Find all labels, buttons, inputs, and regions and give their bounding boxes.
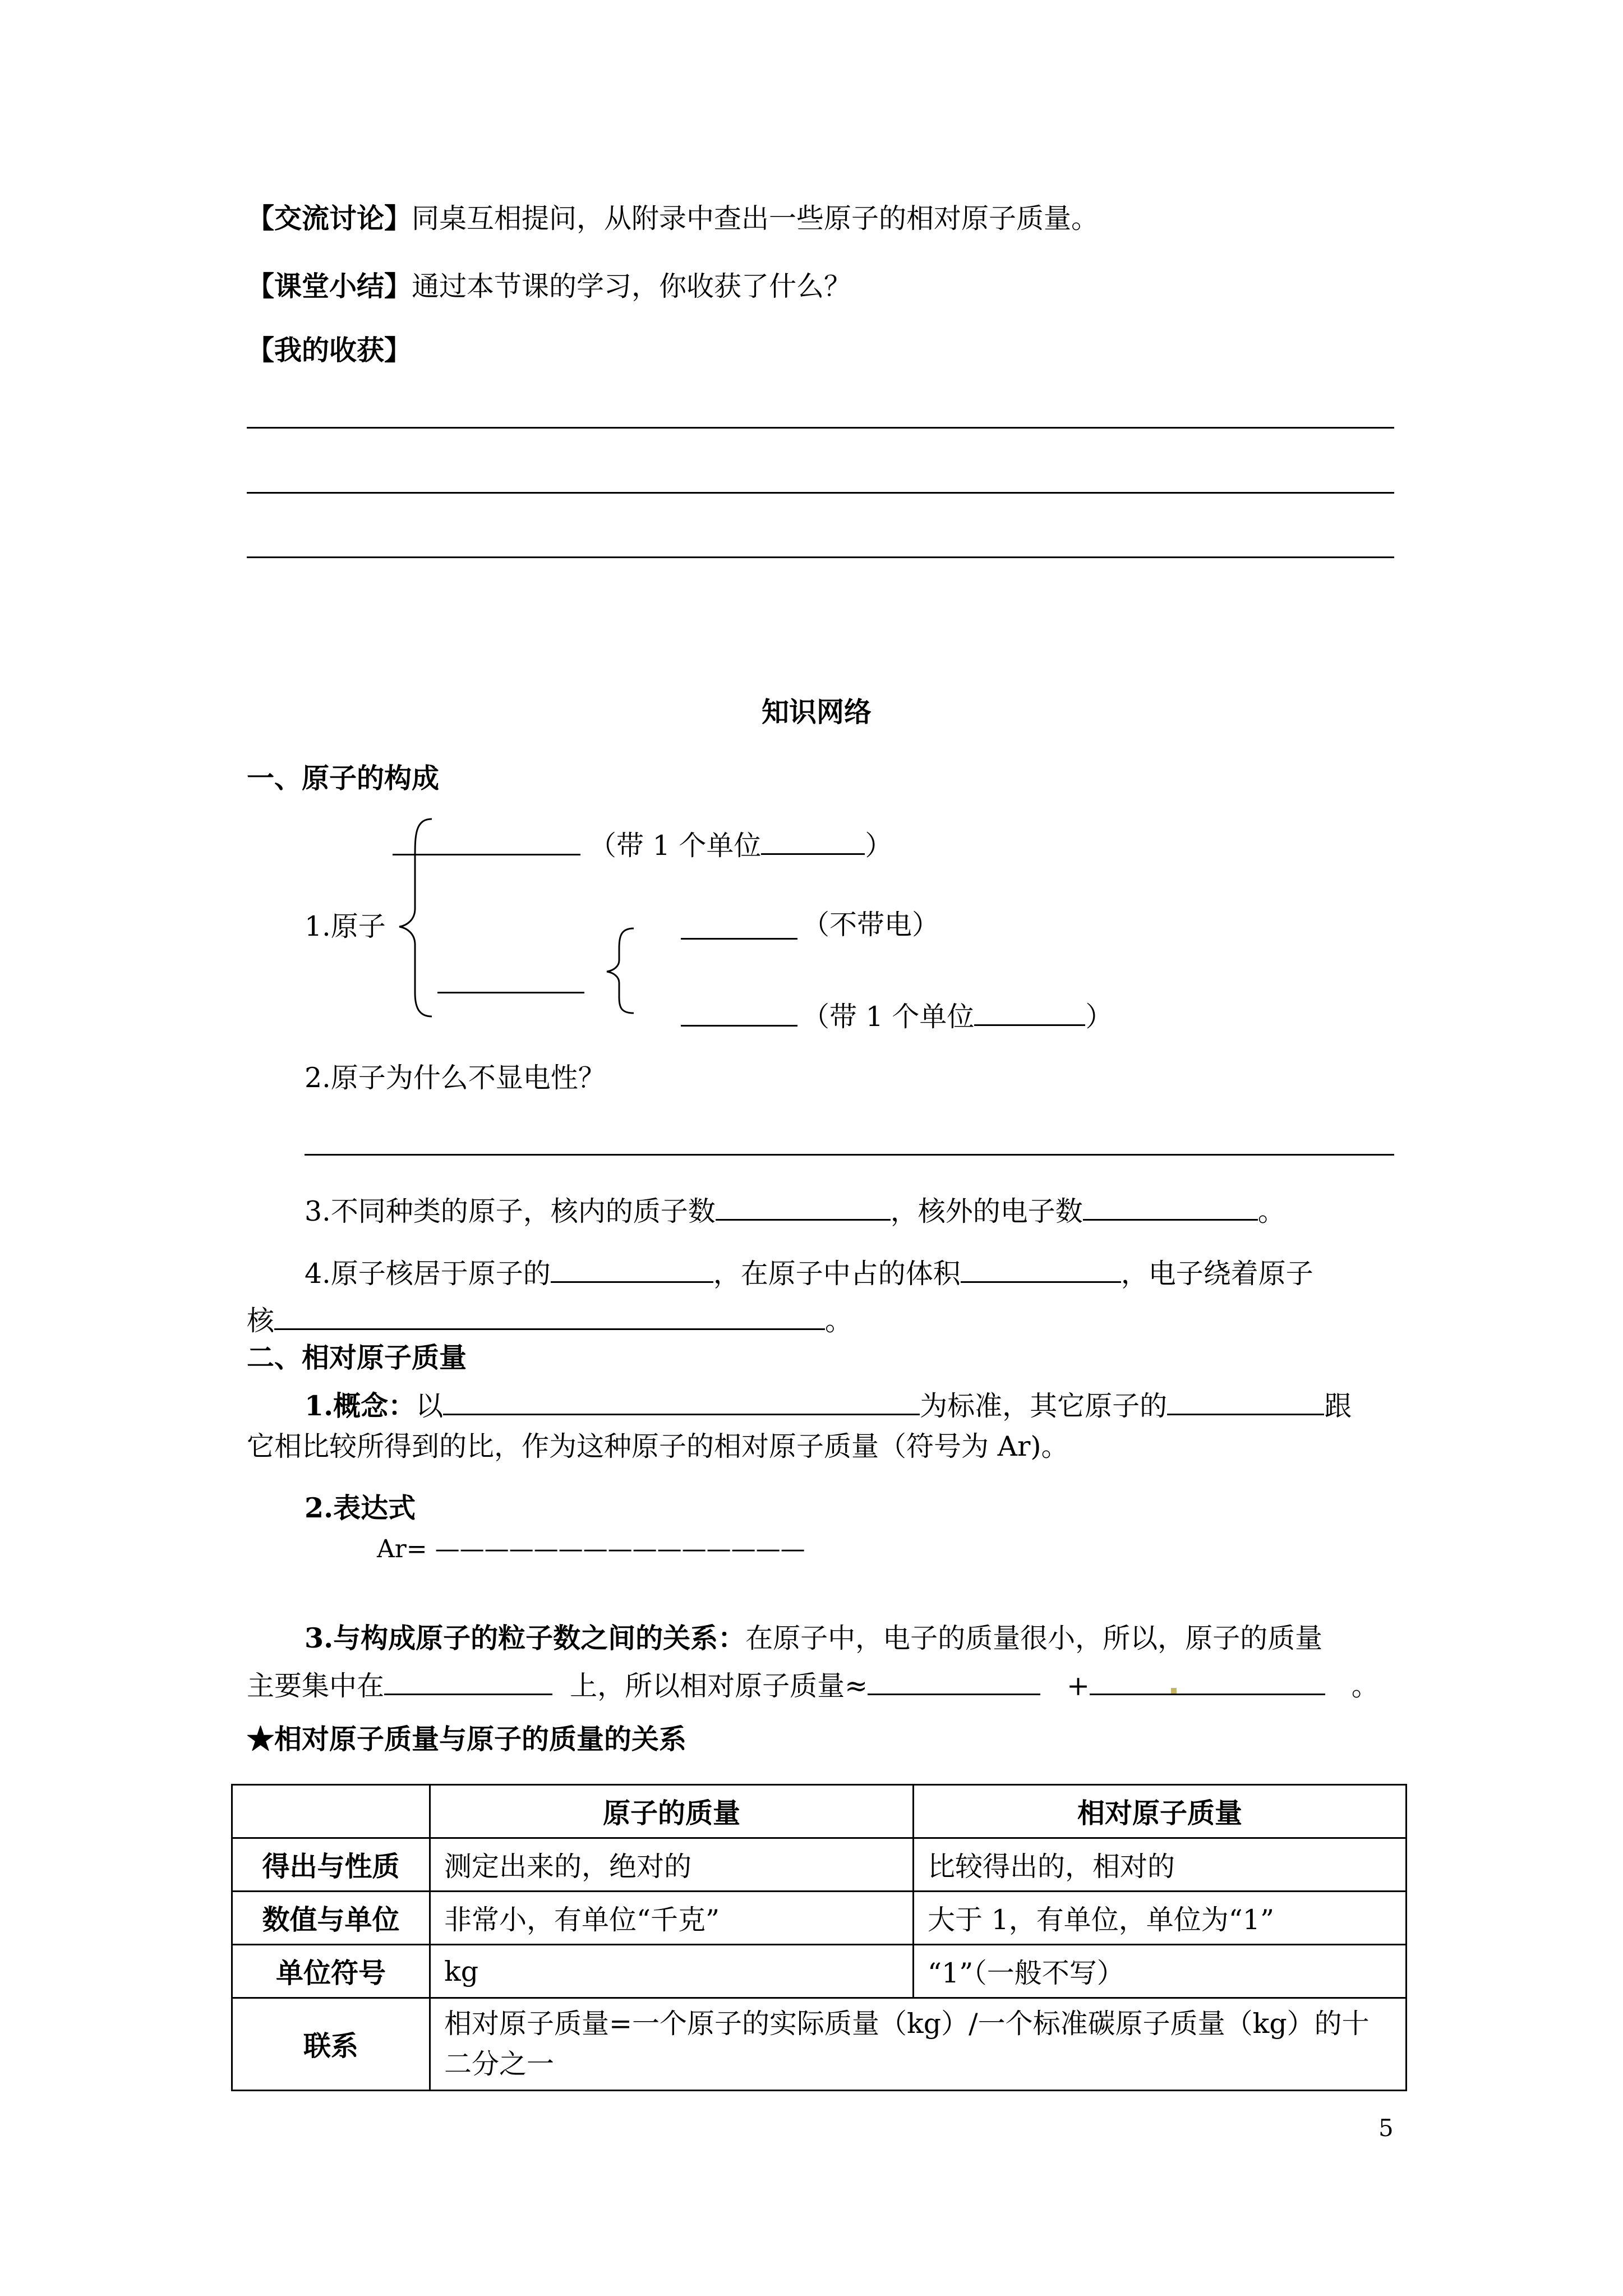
question-3 [305, 1189, 1285, 1230]
table-row [232, 1838, 1407, 1892]
question-2: 2.原子为什么不显电性？ [305, 1062, 606, 1094]
link-text-line2: 二分之一 [444, 2048, 555, 2080]
blank-nucleus[interactable] [437, 992, 584, 993]
q3-text-a: 3.不同种类的原子，核内的质子数 [305, 1195, 716, 1227]
summary-line [247, 268, 851, 305]
relation-line [305, 1620, 1322, 1657]
harvest-tag: 【我的收获】 [247, 334, 412, 366]
discussion-text: 同桌互相提问，从附录中查出一些原子的相对原子质量。 [412, 203, 1099, 234]
answer-line-3[interactable] [247, 556, 1394, 558]
section2-heading: 二、相对原子质量 [247, 1341, 467, 1374]
concept-text-a: 以 [416, 1390, 444, 1422]
table-header-relative-mass: 相对原子质量 [914, 1785, 1407, 1838]
blank-proton-number[interactable] [868, 1663, 1040, 1695]
concept-text-b: 为标准，其它原子的 [920, 1390, 1168, 1422]
row-label-link: 联系 [232, 1998, 430, 2091]
atom-label: 1.原子 [305, 910, 386, 942]
summary-text: 通过本节课的学习，你收获了什么？ [412, 270, 852, 302]
table-header-atom-mass: 原子的质量 [430, 1785, 914, 1838]
blank-standard[interactable] [443, 1383, 920, 1415]
answer-line-1[interactable] [247, 427, 1394, 429]
cell-relative-mass: “1”（一般不写） [914, 1945, 1407, 1998]
relation-line-cont [247, 1663, 1379, 1704]
particle-3-charge: （带 1 个单位 [802, 1001, 975, 1033]
table-row [232, 1945, 1407, 1998]
concept-label: 1.概念： [305, 1389, 416, 1422]
section1-heading: 一、原子的构成 [247, 762, 440, 794]
particle-3-desc [802, 994, 1113, 1035]
blank-nucleus-position[interactable] [551, 1251, 713, 1283]
table-row [232, 1892, 1407, 1945]
blank-proton-count[interactable] [716, 1189, 891, 1221]
blank-nucleus-volume[interactable] [961, 1251, 1121, 1283]
blank-particle-3[interactable] [681, 1025, 797, 1027]
cell-atom-mass: kg [430, 1945, 914, 1998]
cell-atom-mass: 测定出来的，绝对的 [430, 1838, 914, 1892]
answer-line-q2[interactable] [305, 1154, 1394, 1156]
blank-neutron-number[interactable] [1090, 1663, 1325, 1695]
blank-particle-2[interactable] [681, 938, 797, 940]
relation-text-e: 。 [1351, 1670, 1379, 1702]
q3-text-b: ，核外的电子数 [890, 1195, 1083, 1227]
blank-mass-location[interactable] [384, 1663, 552, 1695]
q4-text-e: 。 [825, 1305, 853, 1337]
row-label: 单位符号 [232, 1945, 430, 1998]
question-4-cont [247, 1298, 852, 1339]
row-label: 数值与单位 [232, 1892, 430, 1945]
blank-compared-quantity[interactable] [1167, 1383, 1324, 1415]
table-title: ★相对原子质量与原子的质量的关系 [247, 1723, 687, 1755]
relation-text-plus: + [1066, 1670, 1090, 1702]
q4-text-d: 核 [247, 1305, 275, 1337]
concept-text-c: 跟 [1324, 1390, 1352, 1422]
q3-text-c: 。 [1257, 1195, 1285, 1227]
stray-mark [1171, 1688, 1177, 1694]
particle-2-charge: （不带电） [802, 909, 940, 941]
network-title: 知识网络 [762, 696, 872, 728]
link-text-line1: 相对原子质量=一个原子的实际质量（kg）/一个标准碳原子质量（kg）的十 [444, 2008, 1370, 2040]
particle-1-desc [589, 823, 892, 864]
cell-link-text [430, 1998, 1407, 2091]
q4-text-b: ，在原子中占的体积 [713, 1258, 961, 1290]
table-row-link [232, 1998, 1407, 2091]
outer-brace [399, 819, 432, 1016]
blank-charge-1[interactable] [761, 823, 865, 855]
relation-label: 3.与构成原子的粒子数之间的关系： [305, 1622, 746, 1654]
paren-close-3: ） [1085, 1001, 1113, 1033]
particle-1-charge: （带 1 个单位 [589, 830, 762, 862]
question-4 [305, 1251, 1313, 1292]
row-label: 得出与性质 [232, 1838, 430, 1892]
paren-close-1: ） [865, 830, 893, 862]
relation-text-a: 在原子中，电子的质量很小，所以，原子的质量 [745, 1622, 1323, 1654]
answer-line-2[interactable] [247, 492, 1394, 494]
inner-brace [607, 928, 634, 1013]
cell-relative-mass: 大于 1，有单位，单位为“1” [914, 1892, 1407, 1945]
discussion-tag: 【交流讨论】 [247, 202, 412, 234]
summary-tag: 【课堂小结】 [247, 270, 412, 302]
discussion-line [247, 200, 1099, 237]
table-header-row [232, 1785, 1407, 1838]
relation-text-c: 上，所以相对原子质量≈ [570, 1670, 868, 1702]
blank-electron-count[interactable] [1083, 1189, 1258, 1221]
cell-atom-mass: 非常小，有单位“千克” [430, 1892, 914, 1945]
table-header-empty [232, 1785, 430, 1838]
blank-electron-motion[interactable] [274, 1298, 825, 1330]
q4-text-a: 4.原子核居于原子的 [305, 1258, 551, 1290]
concept-line-cont: 它相比较所得到的比，作为这种原子的相对原子质量（符号为 Ar)。 [247, 1430, 1069, 1462]
q4-text-c: ，电子绕着原子 [1121, 1258, 1313, 1290]
concept-line [305, 1383, 1352, 1424]
expression-label: 2.表达式 [305, 1492, 416, 1524]
blank-charge-3[interactable] [974, 994, 1085, 1026]
cell-relative-mass: 比较得出的，相对的 [914, 1838, 1407, 1892]
page-number: 5 [1378, 2114, 1394, 2142]
comparison-table [231, 1784, 1407, 2091]
formula-ar: Ar= ——————————————— [377, 1535, 805, 1563]
relation-text-b: 主要集中在 [247, 1670, 385, 1702]
blank-particle-1[interactable] [393, 854, 580, 855]
